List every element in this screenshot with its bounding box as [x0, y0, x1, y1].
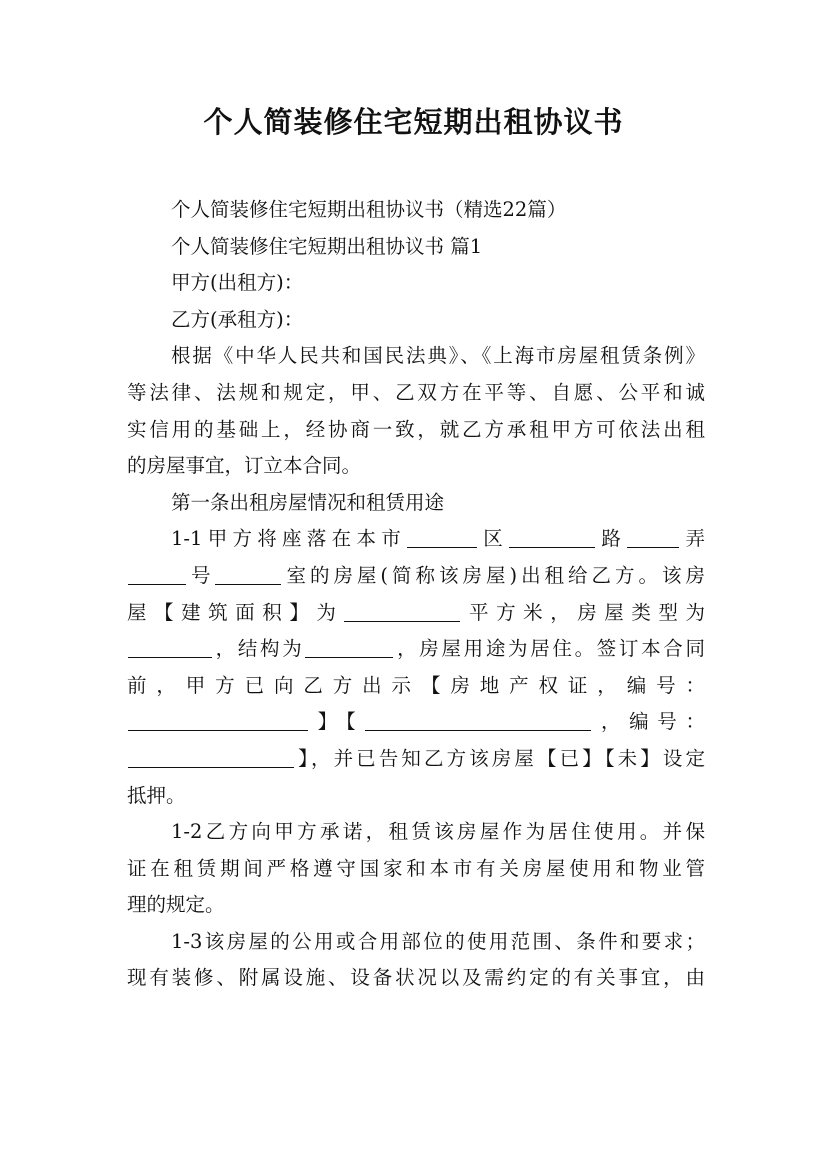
clause-text: 平方米，房屋类型为: [461, 600, 705, 624]
blank-line: [407, 527, 477, 548]
clause-text: ，结构为: [213, 637, 305, 661]
preamble-line-2: 等法律、法规和规定，甲、乙双方在平等、自愿、公平和诚: [127, 380, 705, 404]
clause-1-1-line-2: [127, 558, 705, 595]
clause-text: 路: [596, 527, 627, 551]
blank-line: [128, 637, 212, 658]
party-b-line: 乙方(承租方)：: [171, 307, 304, 331]
blank-line: [128, 710, 308, 731]
clause-1-1-line-8: 抵押。: [127, 783, 186, 807]
clause-1-1-line-4: [127, 631, 705, 668]
blank-line: [627, 527, 679, 548]
clause-1-3-line-1: 1-3该房屋的公用或合用部位的使用范围、条件和要求；: [171, 929, 705, 953]
clause-text: 】，并已告知乙方该房屋【已】【未】设定: [295, 746, 705, 770]
clause-text: 区: [478, 527, 509, 551]
blank-line: [509, 527, 595, 548]
clause-text: 】【: [309, 710, 365, 734]
clause-1-1-line-5: 前，甲方已向乙方出示【房地产权证，编号：: [127, 673, 705, 697]
clause-text: 室的房屋(简称该房屋)出租给乙方。该房: [282, 563, 705, 587]
collection-heading: 个人简装修住宅短期出租协议书（精选22篇）: [171, 198, 567, 221]
blank-line: [128, 747, 294, 768]
clause-1-1-line-3: [127, 595, 705, 632]
clause-1-1-line-6: [127, 704, 705, 741]
document-title: 个人简装修住宅短期出租协议书: [203, 105, 624, 139]
section-heading-1: 个人简装修住宅短期出租协议书 篇1: [171, 234, 483, 258]
clause-text: 号: [187, 563, 215, 587]
blank-line: [305, 637, 393, 658]
preamble-line-4: 的房屋事宜，订立本合同。: [127, 454, 362, 478]
blank-line: [215, 564, 281, 585]
blank-line: [344, 601, 460, 622]
clause-text: 1-1甲方将座落在本市: [171, 527, 407, 551]
article-1-heading: 第一条出租房屋情况和租赁用途: [171, 490, 445, 514]
clause-1-2-line-2: 证在租赁期间严格遵守国家和本市有关房屋使用和物业管: [127, 856, 705, 880]
clause-1-1-line-7: [127, 741, 705, 778]
clause-1-2-line-1: 1-2乙方向甲方承诺，租赁该房屋作为居住使用。并保: [171, 820, 705, 844]
preamble-line-1: 根据《中华人民共和国民法典》、《上海市房屋租赁条例》: [171, 344, 705, 368]
clause-1-2-line-3: 理的规定。: [127, 893, 225, 917]
document-body: [127, 192, 705, 997]
clause-1-1-line-1: [127, 521, 705, 558]
clause-text: ，房屋用途为居住。签订本合同: [394, 637, 705, 661]
clause-text: 屋【建筑面积】为: [127, 600, 344, 624]
blank-line: [128, 564, 186, 585]
party-a-line: 甲方(出租方)：: [171, 271, 304, 295]
clause-text: 弄: [680, 527, 705, 551]
preamble-line-3: 实信用的基础上，经协商一致，就乙方承租甲方可依法出租: [127, 417, 705, 441]
clause-1-3-line-2: 现有装修、附属设施、设备状况以及需约定的有关事宜，由: [127, 966, 705, 990]
blank-line: [365, 710, 591, 731]
clause-text: ，编号：: [592, 710, 705, 734]
